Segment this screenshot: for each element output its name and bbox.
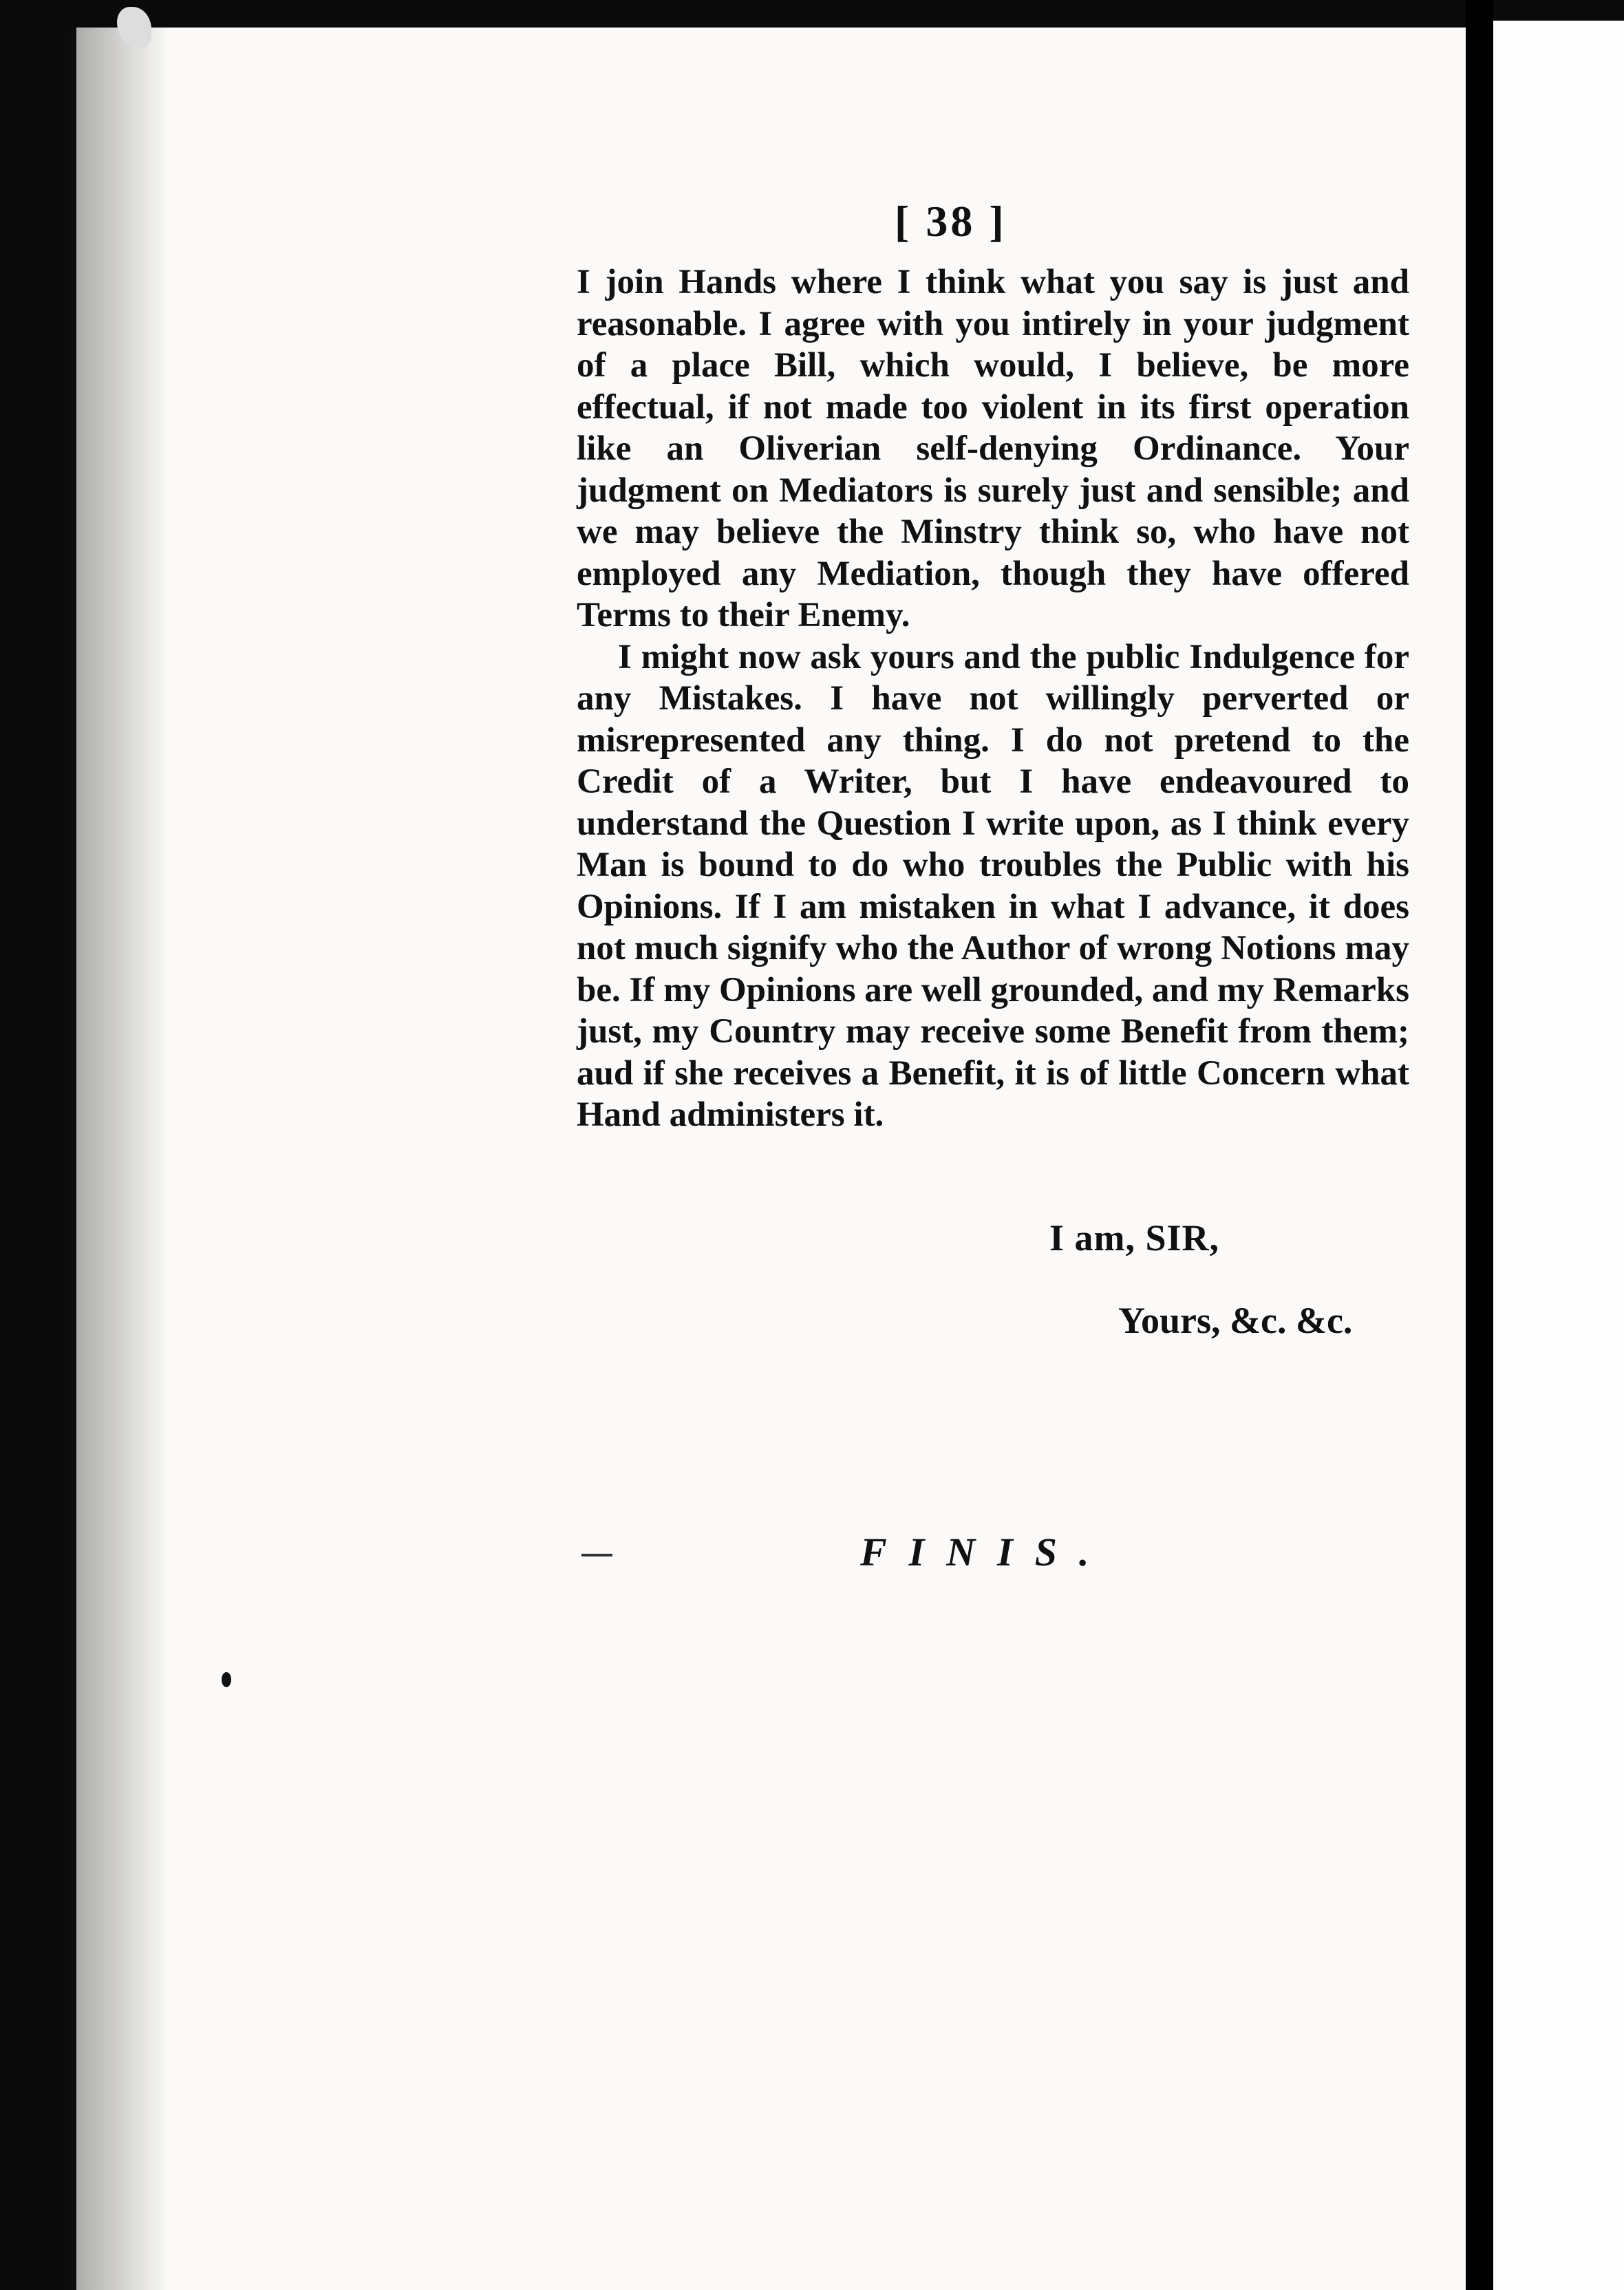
paragraph-2: I might now ask yours and the public Indulgence for any Mistakes. I have not willingly perverted or misrepresented any thing. I do not pretend to the Credit of a Writer, but I have endeavoured to understand the Question I write upon, as I think every Man is bound to do who troubles the Public with his Opinions. If I am mistaken in what I advance, it does not much signify who the Author of wrong Notions may be. If my Opinions are well grounded, and my Remarks just, my Country may receive some Benefit from them; aud if she receives a Benefit, it is of little Concern what Hand administers it. [577, 637, 1409, 1134]
closing-salutation: I am, SIR, [1049, 1217, 1220, 1259]
page-gutter [1466, 0, 1493, 2290]
finis-text: FINIS. [860, 1530, 1111, 1574]
letter-body [577, 261, 1409, 1136]
ink-speck [222, 1672, 231, 1687]
page-number-header: [ 38 ] [895, 197, 1007, 246]
facing-page-edge [1493, 21, 1624, 2290]
finis-rule [581, 1554, 612, 1556]
closing-signoff: Yours, &c. &c. [1118, 1300, 1353, 1341]
paragraph-1: I join Hands where I think what you say is just and reasonable. I agree with you intirely in your judgment of a place Bill, which would, I believe, be more effectual, if not made too violent in its first operation like an Oliverian self-denying Ordinance. Your judgment on Mediators is surely just and sensible; and we may believe the Minstry think so, who have not employed any Mediation, though they have offered Terms to their Enemy. [577, 263, 1409, 634]
binding-shadow [65, 28, 169, 2290]
